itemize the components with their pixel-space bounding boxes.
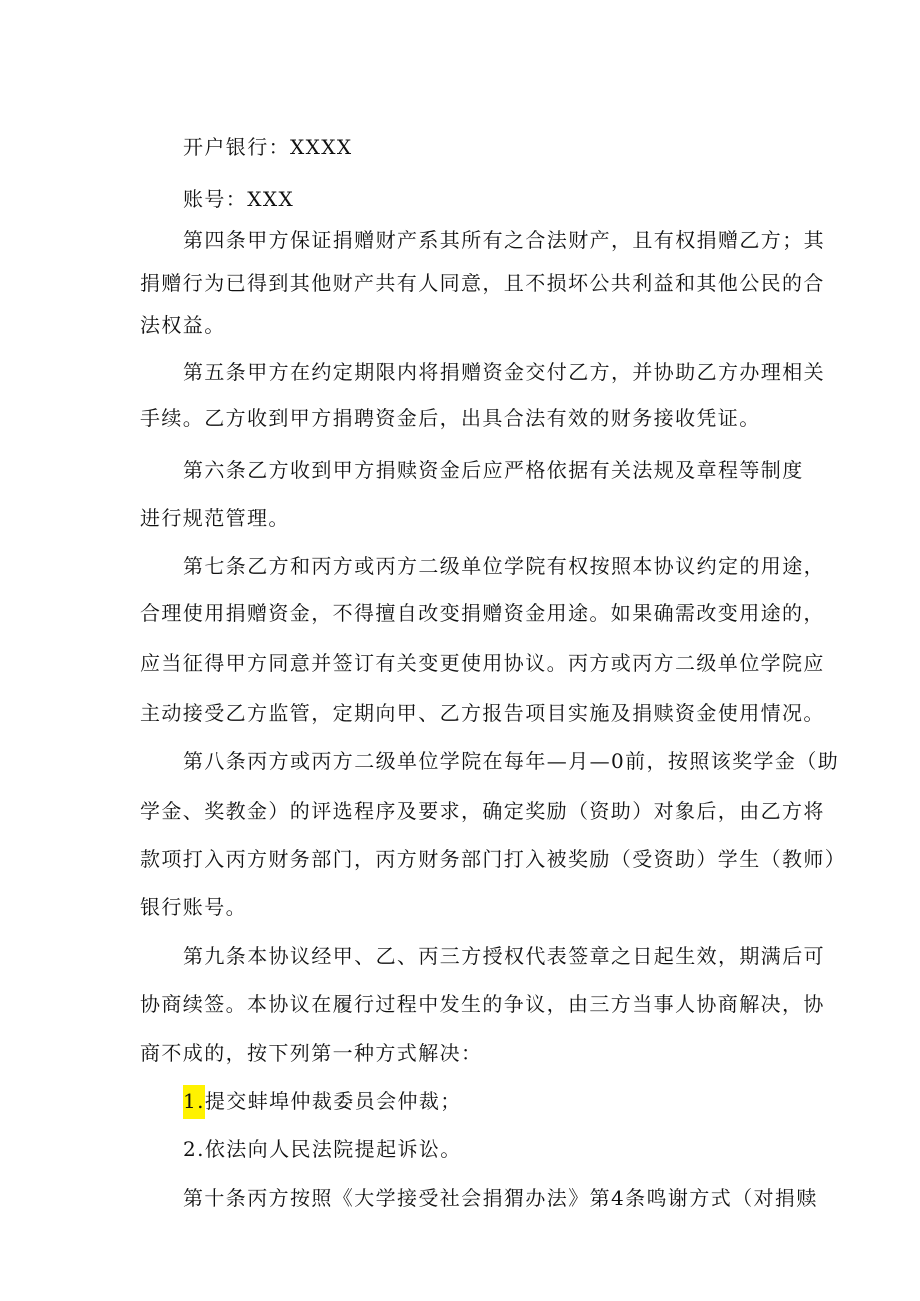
article-9-line-2: 协商续签。本协议在履行过程中发生的争议，由三方当事人协商解决，协 — [140, 992, 825, 1016]
article-7-line-2: 合理使用捐赠资金，不得擅自改变捐赠资金用途。如果确需改变用途的， — [140, 601, 825, 625]
article-5-line-2: 手续。乙方收到甲方捐聘资金后，出具合法有效的财务接收凭证。 — [140, 406, 761, 430]
account-number-line: 账号：XXX — [183, 187, 295, 211]
option-1-text: 提交蚌埠仲裁委员会仲裁； — [204, 1089, 462, 1113]
article-8-line-3: 款项打入丙方财务部门，丙方财务部门打入被奖励（受资助）学生（教师） — [140, 847, 847, 871]
option-2-line: 2.依法向人民法院提起诉讼。 — [183, 1137, 462, 1161]
highlighted-number: 1. — [183, 1085, 205, 1119]
article-4-line-1: 第四条甲方保证捐赠财产系其所有之合法财产，且有权捐赠乙方；其 — [183, 228, 825, 252]
article-7-line-3: 应当征得甲方同意并签订有关变更使用协议。丙方或丙方二级单位学院应 — [140, 651, 825, 675]
article-8-line-4: 银行账号。 — [140, 895, 247, 919]
article-9-line-1: 第九条本协议经甲、乙、丙三方授权代表签章之日起生效，期满后可 — [183, 944, 825, 968]
article-6-line-1: 第六条乙方收到甲方捐赎资金后应严格依据有关法规及章程等制度 — [183, 458, 804, 482]
article-7-line-4: 主动接受乙方监管，定期向甲、乙方报告项目实施及捐赎资金使用情况。 — [140, 701, 825, 725]
article-4-line-3: 法权益。 — [140, 313, 226, 337]
article-4-line-2: 捐赠行为已得到其他财产共有人同意，且不损坏公共利益和其他公民的合 — [140, 271, 825, 295]
option-1-line — [183, 1088, 462, 1114]
article-9-line-3: 商不成的，按下列第一种方式解决： — [140, 1041, 483, 1065]
article-6-line-2: 进行规范管理。 — [140, 506, 290, 530]
article-5-line-1: 第五条甲方在约定期限内将捐赠资金交付乙方，并协助乙方办理相关 — [183, 360, 825, 384]
article-8-line-1: 第八条丙方或丙方二级单位学院在每年—月—0前，按照该奖学金（助 — [183, 749, 840, 773]
article-7-line-1: 第七条乙方和丙方或丙方二级单位学院有权按照本协议约定的用途， — [183, 554, 825, 578]
article-8-line-2: 学金、奖教金）的评选程序及要求，确定奖励（资助）对象后，由乙方将 — [140, 799, 825, 823]
article-10-line-1: 第十条丙方按照《大学接受社会捐猬办法》第4条鸣谢方式（对捐赎 — [183, 1186, 818, 1210]
bank-name-line: 开户银行：XXXX — [183, 135, 353, 159]
